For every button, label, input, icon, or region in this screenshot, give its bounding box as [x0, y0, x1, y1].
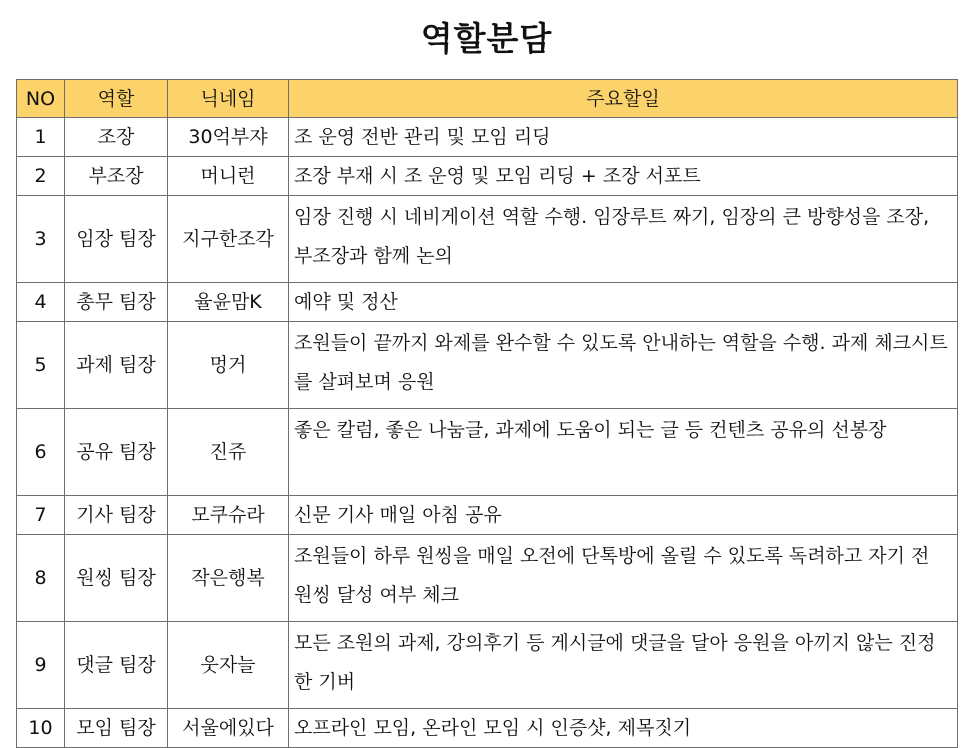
cell-task: 오프라인 모임, 온라인 모임 시 인증샷, 제목짓기 [289, 709, 958, 748]
cell-role: 공유 팀장 [65, 409, 168, 496]
cell-role: 조장 [65, 118, 168, 157]
header-role: 역할 [65, 80, 168, 118]
cell-task: 조 운영 전반 관리 및 모임 리딩 [289, 118, 958, 157]
roles-table [16, 79, 958, 748]
cell-task: 임장 진행 시 네비게이션 역할 수행. 임장루트 짜기, 임장의 큰 방향성을 조장, 부조장과 함께 논의 [289, 196, 958, 283]
cell-role: 기사 팀장 [65, 496, 168, 535]
table-row [17, 709, 958, 748]
cell-task: 예약 및 정산 [289, 283, 958, 322]
table-row [17, 322, 958, 409]
page-title: 역할분담 [420, 19, 553, 58]
cell-nickname: 지구한조각 [168, 196, 289, 283]
table-row [17, 118, 958, 157]
cell-nickname: 머니런 [168, 157, 289, 196]
header-no: NO [17, 80, 65, 118]
cell-nickname: 모쿠슈라 [168, 496, 289, 535]
table-row [17, 409, 958, 496]
cell-nickname: 서울에있다 [168, 709, 289, 748]
cell-nickname: 진쥬 [168, 409, 289, 496]
cell-no: 7 [17, 496, 65, 535]
cell-nickname: 웃자늘 [168, 622, 289, 709]
cell-no: 5 [17, 322, 65, 409]
cell-no: 8 [17, 535, 65, 622]
table-row [17, 496, 958, 535]
cell-no: 4 [17, 283, 65, 322]
cell-role: 총무 팀장 [65, 283, 168, 322]
cell-role: 원씽 팀장 [65, 535, 168, 622]
cell-role: 과제 팀장 [65, 322, 168, 409]
cell-nickname: 작은행복 [168, 535, 289, 622]
cell-nickname: 멍거 [168, 322, 289, 409]
cell-role: 부조장 [65, 157, 168, 196]
cell-no: 3 [17, 196, 65, 283]
cell-no: 10 [17, 709, 65, 748]
cell-nickname: 30억부쟈 [168, 118, 289, 157]
table-row [17, 196, 958, 283]
cell-nickname: 율윤맘K [168, 283, 289, 322]
table-header-row [17, 80, 958, 118]
cell-no: 1 [17, 118, 65, 157]
cell-task: 조장 부재 시 조 운영 및 모임 리딩 + 조장 서포트 [289, 157, 958, 196]
header-task: 주요할일 [289, 80, 958, 118]
header-nickname: 닉네임 [168, 80, 289, 118]
cell-task: 조원들이 하루 원씽을 매일 오전에 단톡방에 올릴 수 있도록 독려하고 자기 전 원씽 달성 여부 체크 [289, 535, 958, 622]
cell-no: 2 [17, 157, 65, 196]
cell-role: 임장 팀장 [65, 196, 168, 283]
cell-no: 6 [17, 409, 65, 496]
table-row [17, 157, 958, 196]
cell-role: 댓글 팀장 [65, 622, 168, 709]
cell-task: 조원들이 끝까지 와제를 완수할 수 있도록 안내하는 역할을 수행. 과제 체크시트를 살펴보며 응원 [289, 322, 958, 409]
table-row [17, 283, 958, 322]
cell-task: 좋은 칼럼, 좋은 나눔글, 과제에 도움이 되는 글 등 컨텐츠 공유의 선봉장 [289, 409, 958, 496]
cell-task: 신문 기사 매일 아침 공유 [289, 496, 958, 535]
cell-role: 모임 팀장 [65, 709, 168, 748]
table-row [17, 535, 958, 622]
cell-no: 9 [17, 622, 65, 709]
cell-task: 모든 조원의 과제, 강의후기 등 게시글에 댓글을 달아 응원을 아끼지 않는 진정한 기버 [289, 622, 958, 709]
table-row [17, 622, 958, 709]
